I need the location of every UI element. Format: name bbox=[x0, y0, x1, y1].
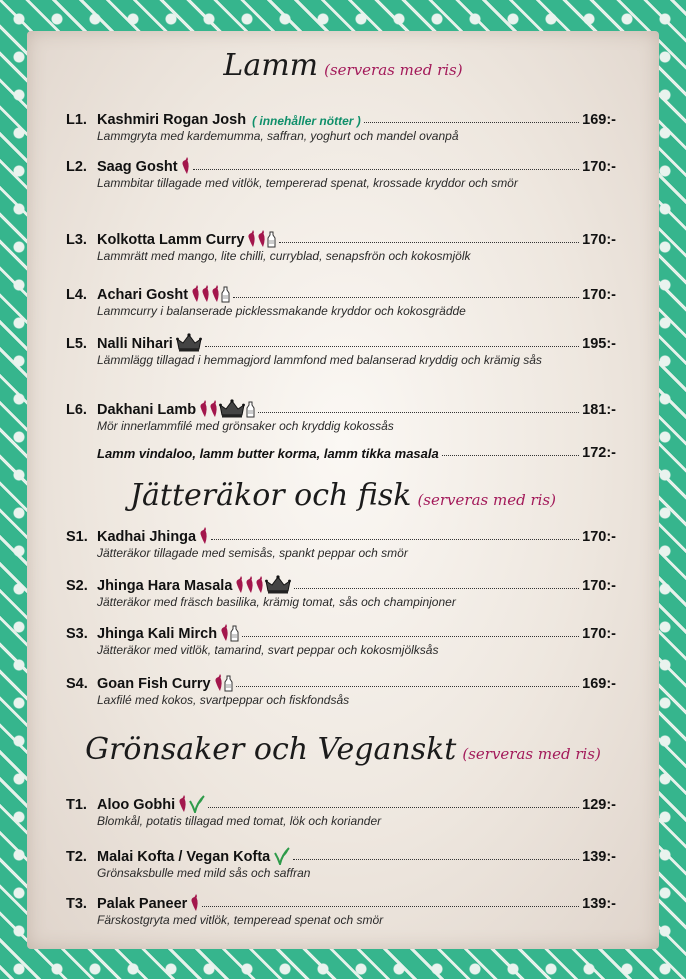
menu-item-name: Malai Kofta / Vegan Kofta bbox=[97, 849, 271, 865]
menu-item-icons bbox=[247, 229, 276, 248]
menu-item-price: 170:- bbox=[582, 578, 616, 594]
chili-icon bbox=[235, 575, 244, 594]
menu-item-price: 169:- bbox=[582, 676, 616, 692]
chili-icon bbox=[181, 156, 190, 175]
menu-item bbox=[66, 672, 616, 708]
crown-icon bbox=[219, 399, 245, 418]
menu-item-description: Lammcurry i balanserade picklessmakande kryddor och kokosgrädde bbox=[97, 304, 466, 318]
menu-item-icons bbox=[214, 673, 233, 692]
menu-item-price: 169:- bbox=[582, 112, 616, 128]
menu-item-line bbox=[66, 845, 616, 865]
menu-item-description: Mör innerlammfilé med grönsaker och kryddig kokossås bbox=[97, 419, 394, 433]
menu-item-description: Färskostgryta med vitlök, temperead spenat och smör bbox=[97, 913, 384, 927]
chili-icon bbox=[190, 893, 199, 912]
menu-item-name: Kadhai Jhinga bbox=[97, 529, 197, 545]
menu-item-code: L6. bbox=[66, 402, 87, 418]
vegan-leaf-icon bbox=[273, 847, 290, 865]
menu-item-code: S4. bbox=[66, 676, 88, 692]
menu-item-code: L1. bbox=[66, 112, 87, 128]
menu-item-icons bbox=[191, 284, 230, 303]
chili-icon bbox=[211, 284, 220, 303]
dot-leader bbox=[293, 859, 579, 860]
menu-item-line bbox=[66, 283, 616, 303]
menu-item-icons bbox=[181, 156, 190, 175]
menu-item-description: Jätteräkor med vitlök, tamarind, svart peppar och kokosmjölksås bbox=[97, 643, 439, 657]
menu-extra-price: 172:- bbox=[582, 445, 616, 461]
dot-leader bbox=[279, 242, 579, 243]
crown-icon bbox=[176, 333, 202, 352]
chili-icon bbox=[178, 794, 187, 813]
menu-item-name: Goan Fish Curry bbox=[97, 676, 211, 692]
menu-item-icons bbox=[235, 575, 291, 594]
menu-item-line bbox=[66, 332, 616, 352]
dot-leader bbox=[205, 346, 579, 347]
menu-item-price: 139:- bbox=[582, 896, 616, 912]
menu-item-description: Blomkål, potatis tillagad med tomat, lök och koriander bbox=[97, 814, 382, 828]
chili-icon bbox=[255, 575, 264, 594]
menu-item-price: 170:- bbox=[582, 159, 616, 175]
dot-leader bbox=[211, 539, 579, 540]
section-subtitle: (serveras med ris) bbox=[462, 745, 601, 763]
milk-bottle-icon bbox=[221, 286, 230, 303]
menu-item bbox=[66, 283, 616, 319]
chili-icon bbox=[257, 229, 266, 248]
dot-leader bbox=[233, 297, 579, 298]
menu-item-code: T2. bbox=[66, 849, 87, 865]
menu-item-price: 129:- bbox=[582, 797, 616, 813]
section-title bbox=[0, 732, 686, 767]
menu-item-description: Grönsaksbulle med mild sås och saffran bbox=[97, 866, 311, 880]
dot-leader bbox=[236, 686, 580, 687]
menu-item bbox=[66, 622, 616, 658]
menu-item bbox=[66, 155, 616, 191]
milk-bottle-icon bbox=[246, 401, 255, 418]
menu-item-description: Jätteräkor med fräsch basilika, krämig tomat, sås och champinjoner bbox=[97, 595, 456, 609]
menu-extra bbox=[66, 441, 616, 461]
menu-item-description: Jätteräkor tillagade med semisås, spankt peppar och smör bbox=[97, 546, 408, 560]
menu-extra-text: Lamm vindaloo, lamm butter korma, lamm tikka masala bbox=[97, 446, 439, 461]
section-subtitle: (serveras med ris) bbox=[417, 491, 556, 509]
menu-item-code: S1. bbox=[66, 529, 88, 545]
dot-leader bbox=[364, 122, 579, 123]
menu-item-line bbox=[66, 398, 616, 418]
menu-item-name: Kashmiri Rogan Josh bbox=[97, 112, 247, 128]
section-title bbox=[0, 478, 686, 513]
dot-leader bbox=[442, 455, 579, 456]
menu-item-name: Jhinga Hara Masala bbox=[97, 578, 233, 594]
chili-icon bbox=[220, 623, 229, 642]
crown-icon bbox=[265, 575, 291, 594]
menu-item-code: L5. bbox=[66, 336, 87, 352]
menu-item-code: T1. bbox=[66, 797, 87, 813]
menu-item-code: S3. bbox=[66, 626, 88, 642]
menu-item-description: Laxfilé med kokos, svartpeppar och fiskfondsås bbox=[97, 693, 350, 707]
menu-item-name: Dakhani Lamb bbox=[97, 402, 197, 418]
menu-item bbox=[66, 108, 616, 144]
menu-item-description: Lammrätt med mango, lite chilli, curryblad, senapsfrön och kokosmjölk bbox=[97, 249, 471, 263]
menu-item-name: Jhinga Kali Mirch bbox=[97, 626, 218, 642]
menu-item-line bbox=[66, 108, 616, 128]
chili-icon bbox=[245, 575, 254, 594]
menu-item-icons bbox=[176, 333, 202, 352]
dot-leader bbox=[242, 636, 579, 637]
menu-item-price: 195:- bbox=[582, 336, 616, 352]
menu-item-line bbox=[66, 228, 616, 248]
menu-item bbox=[66, 845, 616, 881]
menu-item-line bbox=[66, 155, 616, 175]
chili-icon bbox=[201, 284, 210, 303]
dot-leader bbox=[258, 412, 579, 413]
menu-item bbox=[66, 793, 616, 829]
menu-item bbox=[66, 228, 616, 264]
milk-bottle-icon bbox=[267, 231, 276, 248]
milk-bottle-icon bbox=[224, 675, 233, 692]
menu-item-line bbox=[66, 892, 616, 912]
menu-item-line bbox=[66, 672, 616, 692]
menu-item-icons bbox=[178, 794, 205, 813]
menu-item bbox=[66, 574, 616, 610]
menu-item-icons bbox=[190, 893, 199, 912]
chili-icon bbox=[199, 526, 208, 545]
menu-item-note: ( innehåller nötter ) bbox=[252, 114, 361, 128]
dot-leader bbox=[294, 588, 579, 589]
vegan-leaf-icon bbox=[188, 795, 205, 813]
menu-item-name: Achari Gosht bbox=[97, 287, 189, 303]
menu-item-name: Aloo Gobhi bbox=[97, 797, 176, 813]
menu-item-price: 170:- bbox=[582, 287, 616, 303]
menu-item-description: Lammbitar tillagade med vitlök, tempererad spenat, krossade kryddor och smör bbox=[97, 176, 518, 190]
chili-icon bbox=[247, 229, 256, 248]
menu-item-description: Lammgryta med kardemumma, saffran, yoghurt och mandel ovanpå bbox=[97, 129, 459, 143]
menu-item bbox=[66, 332, 616, 368]
dot-leader bbox=[202, 906, 579, 907]
section-title bbox=[0, 48, 686, 83]
menu-item-icons bbox=[199, 399, 255, 418]
dot-leader bbox=[208, 807, 579, 808]
menu-item-icons bbox=[199, 526, 208, 545]
menu-item-code: L3. bbox=[66, 232, 87, 248]
menu-item-price: 170:- bbox=[582, 626, 616, 642]
menu-item bbox=[66, 892, 616, 928]
chili-icon bbox=[214, 673, 223, 692]
menu-item-price: 170:- bbox=[582, 232, 616, 248]
section-title-text: Jätteräkor och fisk bbox=[130, 478, 412, 513]
menu-item-name: Kolkotta Lamm Curry bbox=[97, 232, 245, 248]
menu-extra-line bbox=[66, 441, 616, 461]
menu-item-line bbox=[66, 622, 616, 642]
menu-item-code: L2. bbox=[66, 159, 87, 175]
section-title-text: Lamm bbox=[223, 48, 319, 83]
chili-icon bbox=[199, 399, 208, 418]
menu-item-code: T3. bbox=[66, 896, 87, 912]
section-title-text: Grönsaker och Veganskt bbox=[85, 732, 457, 767]
chili-icon bbox=[191, 284, 200, 303]
menu-item-description: Lämmlägg tillagad i hemmagjord lammfond med balanserad kryddig och krämig sås bbox=[97, 353, 542, 367]
menu-item-name: Nalli Nihari bbox=[97, 336, 173, 352]
menu-item-price: 139:- bbox=[582, 849, 616, 865]
milk-bottle-icon bbox=[230, 625, 239, 642]
menu-item-icons bbox=[220, 623, 239, 642]
menu-item-line bbox=[66, 793, 616, 813]
menu-item-icons bbox=[273, 847, 290, 865]
menu-item-line bbox=[66, 574, 616, 594]
menu-item-price: 170:- bbox=[582, 529, 616, 545]
section-subtitle: (serveras med ris) bbox=[324, 61, 463, 79]
chili-icon bbox=[209, 399, 218, 418]
menu-item bbox=[66, 525, 616, 561]
dot-leader bbox=[193, 169, 580, 170]
menu-item-name: Saag Gosht bbox=[97, 159, 178, 175]
menu-item bbox=[66, 398, 616, 434]
menu-item-line bbox=[66, 525, 616, 545]
menu-item-name: Palak Paneer bbox=[97, 896, 188, 912]
menu-item-code: L4. bbox=[66, 287, 87, 303]
menu-item-code: S2. bbox=[66, 578, 88, 594]
menu-item-price: 181:- bbox=[582, 402, 616, 418]
